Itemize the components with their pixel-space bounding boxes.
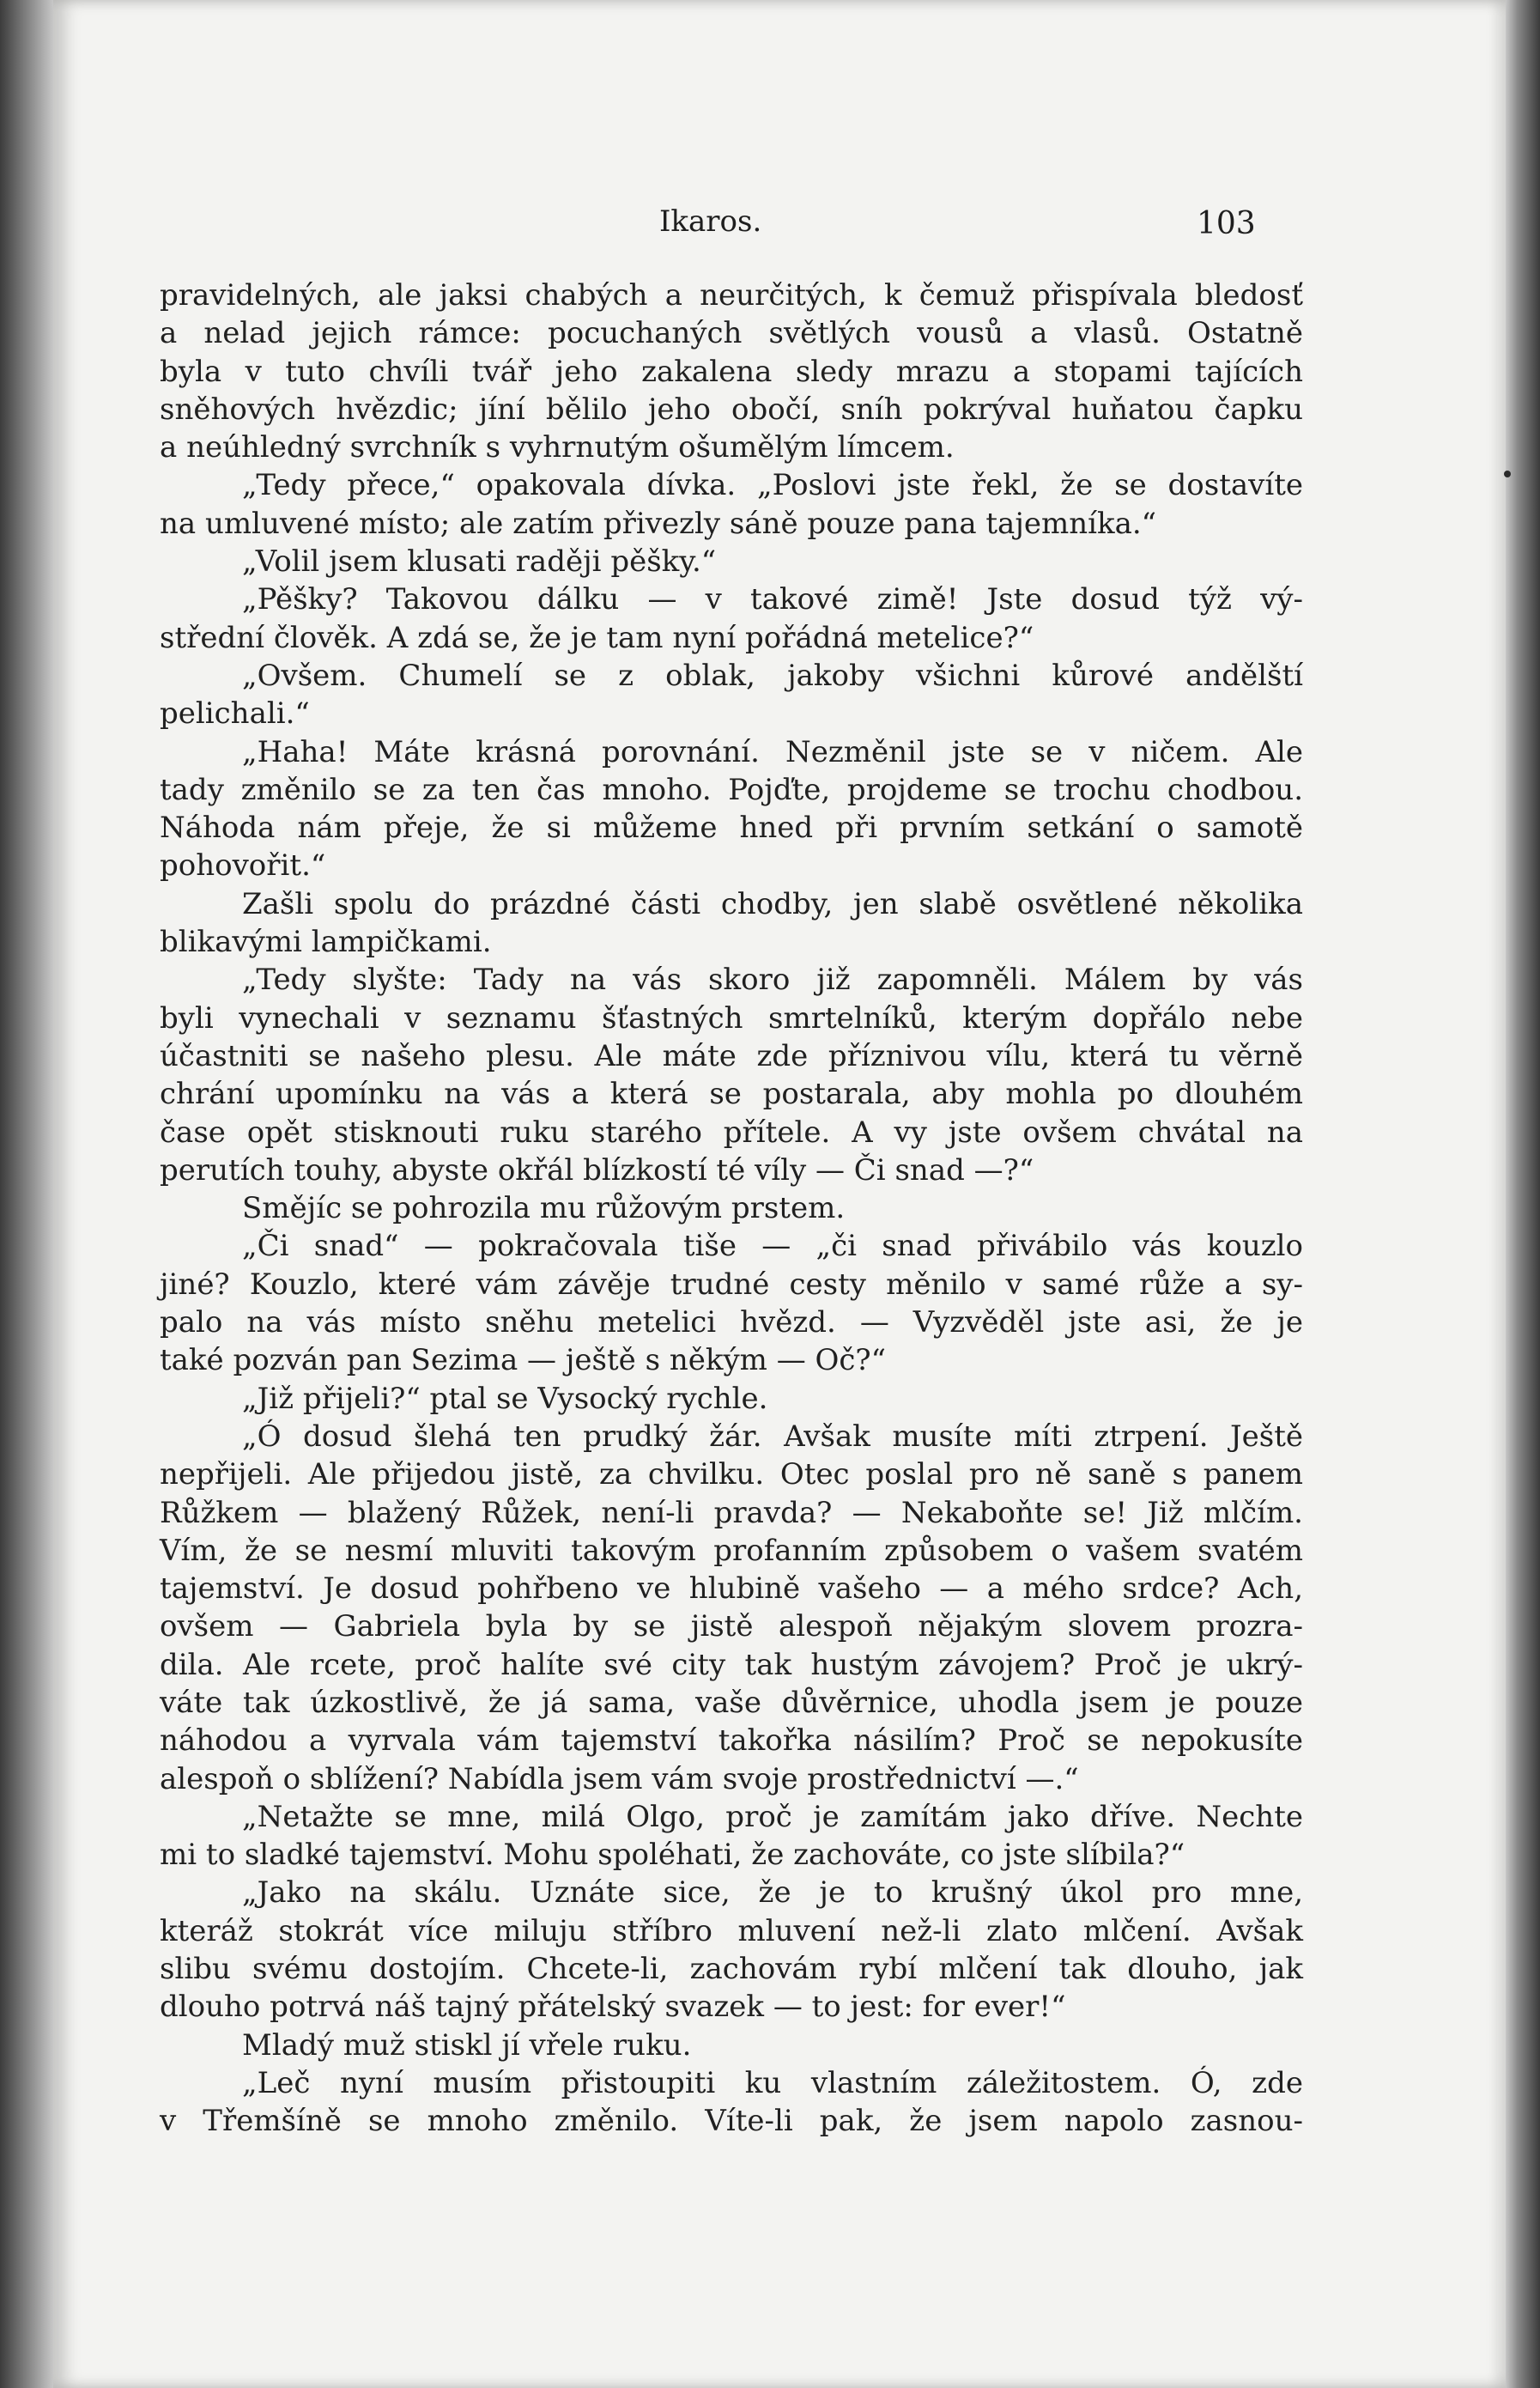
text-line: náhodou a vyrvala vám tajemství takořka násilím? Proč se nepokusíte	[160, 1723, 1303, 1759]
text-line: tady změnilo se za ten čas mnoho. Pojďte, projdeme se trochu chodbou.	[160, 772, 1303, 807]
text-line: dlouho potrvá náš tajný přátelský svazek — to jest: for ever!“	[160, 1990, 1066, 2025]
text-line: slibu svému dostojím. Chcete-li, zachovám rybí mlčení tak dlouho, jak	[160, 1952, 1303, 1987]
text-line: „Již přijeli?“ ptal se Vysocký rychle.	[242, 1381, 768, 1416]
text-line: mi to sladké tajemství. Mohu spoléhati, že zachováte, co jste slíbila?“	[160, 1838, 1185, 1873]
text-line: „Či snad“ — pokračovala tiše — „či snad přivábilo vás kouzlo	[242, 1229, 1303, 1264]
text-line: „Leč nyní musím přistoupiti ku vlastním záležitostem. Ó, zde	[242, 2065, 1303, 2100]
text-line: blikavými lampičkami.	[160, 925, 492, 960]
body-text	[160, 276, 1303, 2141]
text-line: „Tedy přece,“ opakovala dívka. „Poslovi jste řekl, že se dostavíte	[242, 468, 1303, 503]
book-page	[53, 0, 1506, 2388]
page-number: 103	[1197, 206, 1256, 241]
scan-edge-left	[0, 0, 60, 2388]
text-line: byli vynechali v seznamu šťastných smrtelníků, kterým dopřálo nebe	[160, 1000, 1303, 1036]
text-line: Smějíc se pohrozila mu růžovým prstem.	[242, 1191, 846, 1226]
text-line: pelichali.“	[160, 696, 310, 732]
text-line: v Třemšíně se mnoho změnilo. Víte-li pak, že jsem napolo zasnou-	[160, 2104, 1303, 2139]
text-line: Vím, že se nesmí mluviti takovým profanním způsobem o vašem svatém	[160, 1533, 1303, 1568]
text-line: ovšem — Gabriela byla by se jistě alespoň nějakým slovem prozra-	[160, 1609, 1303, 1644]
text-line: perutích touhy, abyste okřál blízkostí té víly — Či snad —?“	[160, 1152, 1034, 1188]
running-head-title: Ikaros.	[659, 204, 762, 239]
text-line: účastniti se našeho plesu. Ale máte zde příznivou vílu, která tu věrně	[160, 1038, 1303, 1073]
text-line: nepřijeli. Ale přijedou jistě, za chvilku. Otec poslal pro ně saně s panem	[160, 1457, 1303, 1492]
text-line: střední člověk. A zdá se, že je tam nyní pořádná metelice?“	[160, 620, 1034, 655]
text-line: „Volil jsem klusati raději pěšky.“	[242, 544, 717, 580]
text-line: chrání upomínku na vás a která se postarala, aby mohla po dlouhém	[160, 1077, 1303, 1112]
scan-edge-right	[1502, 0, 1540, 2388]
text-line: pravidelných, ale jaksi chabých a neurčitých, k čemuž přispívala bledosť	[160, 278, 1303, 313]
text-line: jiné? Kouzlo, které vám závěje trudné cesty měnilo v samé růže a sy-	[160, 1267, 1303, 1302]
text-line: palo na vás místo sněhu metelici hvězd. — Vyzvěděl jste asi, že je	[160, 1305, 1303, 1340]
text-line: a neúhledný svrchník s vyhrnutým ošumělým límcem.	[160, 430, 955, 465]
text-line: „Netažte se mne, milá Olgo, proč je zamítám jako dříve. Nechte	[242, 1799, 1303, 1834]
running-head	[53, 204, 1506, 256]
scan-speck	[1504, 471, 1511, 477]
text-line: Náhoda nám přeje, že si můžeme hned při prvním setkání o samotě	[160, 811, 1303, 846]
text-line: sněhových hvězdic; jíní bělilo jeho obočí, sníh pokrýval huňatou čapku	[160, 392, 1303, 427]
text-line: pohovořit.“	[160, 848, 326, 884]
text-line: na umluvené místo; ale zatím přivezly sáně pouze pana tajemníka.“	[160, 506, 1157, 541]
text-line: Zašli spolu do prázdné části chodby, jen slabě osvětlené několika	[242, 886, 1303, 921]
text-line: čase opět stisknouti ruku starého přítele. A vy jste ovšem chvátal na	[160, 1115, 1303, 1150]
text-line: „Jako na skálu. Uznáte sice, že je to krušný úkol pro mne,	[242, 1875, 1303, 1911]
text-line: „Haha! Máte krásná porovnání. Nezměnil jste se v ničem. Ale	[242, 734, 1303, 769]
text-line: „Ó dosud šlehá ten prudký žár. Avšak musíte míti ztrpení. Ještě	[242, 1419, 1303, 1454]
text-line: a nelad jejich rámce: pocuchaných světlých vousů a vlasů. Ostatně	[160, 316, 1303, 351]
text-line: dila. Ale rcete, proč halíte své city tak hustým závojem? Proč je ukrý-	[160, 1647, 1303, 1682]
text-line: váte tak úzkostlivě, že já sama, vaše důvěrnice, uhodla jsem je pouze	[160, 1685, 1303, 1720]
text-line: Růžkem — blažený Růžek, není-li pravda? — Nekaboňte se! Již mlčím.	[160, 1495, 1303, 1530]
text-line: Mladý muž stiskl jí vřele ruku.	[242, 2027, 692, 2063]
text-line: kteráž stokrát více miluju stříbro mluvení než-li zlato mlčení. Avšak	[160, 1913, 1303, 1948]
text-line: byla v tuto chvíli tvář jeho zakalena sledy mrazu a stopami tajících	[160, 354, 1303, 389]
text-line: „Tedy slyšte: Tady na vás skoro již zapomněli. Málem by vás	[242, 963, 1303, 998]
text-line: tajemství. Je dosud pohřbeno ve hlubině vašeho — a mého srdce? Ach,	[160, 1571, 1303, 1607]
text-line: „Ovšem. Chumelí se z oblak, jakoby všichni kůrové andělští	[242, 658, 1303, 693]
text-line: také pozván pan Sezima — ještě s někým — Oč?“	[160, 1343, 887, 1378]
text-line: alespoň o sblížení? Nabídla jsem vám svoje prostřednictví —.“	[160, 1761, 1079, 1796]
text-line: „Pěšky? Takovou dálku — v takové zimě! Jste dosud týž vý-	[242, 582, 1303, 617]
